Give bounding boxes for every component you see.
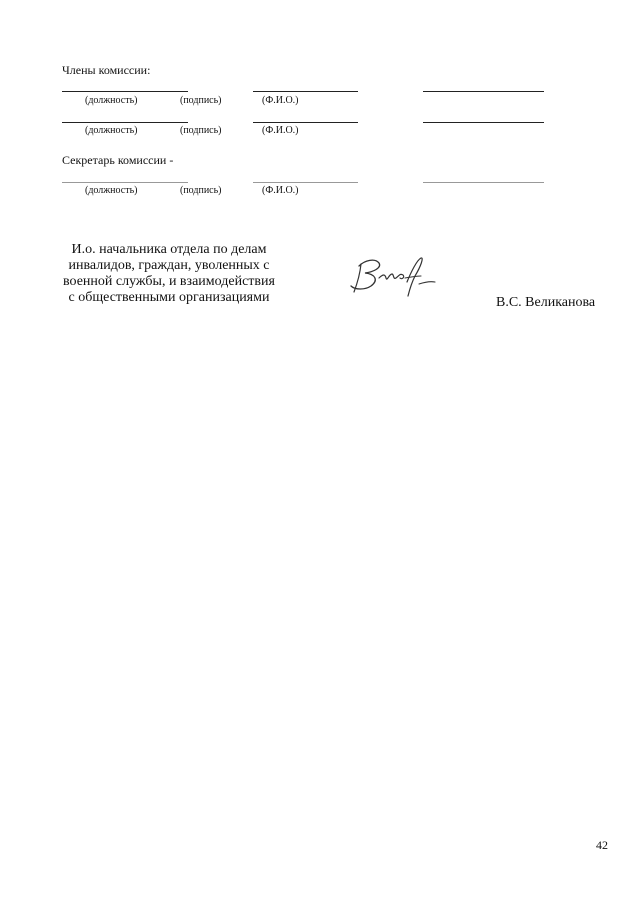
handwritten-signature [345, 252, 437, 300]
full-name-line [253, 122, 358, 123]
full-name-line [253, 182, 358, 183]
position-line [62, 182, 188, 183]
signature-caption: (подпись) [180, 185, 222, 196]
signature-caption: (подпись) [180, 95, 222, 106]
page-number: 42 [596, 838, 608, 852]
full-name-caption: (Ф.И.О.) [262, 95, 299, 106]
full-name-caption: (Ф.И.О.) [262, 185, 299, 196]
position-caption: (должность) [85, 125, 138, 136]
signer-title-line: с общественными организациями [68, 290, 270, 305]
full-name-caption: (Ф.И.О.) [262, 125, 299, 136]
extra-line [423, 91, 544, 92]
secretary-heading: Секретарь комиссии - [62, 153, 174, 167]
extra-line [423, 122, 544, 123]
signer-title-line: военной службы, и взаимодействия [63, 274, 275, 289]
signer-title [44, 242, 294, 306]
members-heading: Члены комиссии: [62, 63, 151, 77]
position-line [62, 91, 188, 92]
signer-name: В.С. Великанова [496, 295, 596, 310]
position-caption: (должность) [85, 185, 138, 196]
position-line [62, 122, 188, 123]
extra-line [423, 182, 544, 183]
signer-title-line: инвалидов, граждан, уволенных с [68, 258, 270, 273]
position-caption: (должность) [85, 95, 138, 106]
signer-title-line: И.о. начальника отдела по делам [71, 242, 267, 257]
signature-caption: (подпись) [180, 125, 222, 136]
full-name-line [253, 91, 358, 92]
